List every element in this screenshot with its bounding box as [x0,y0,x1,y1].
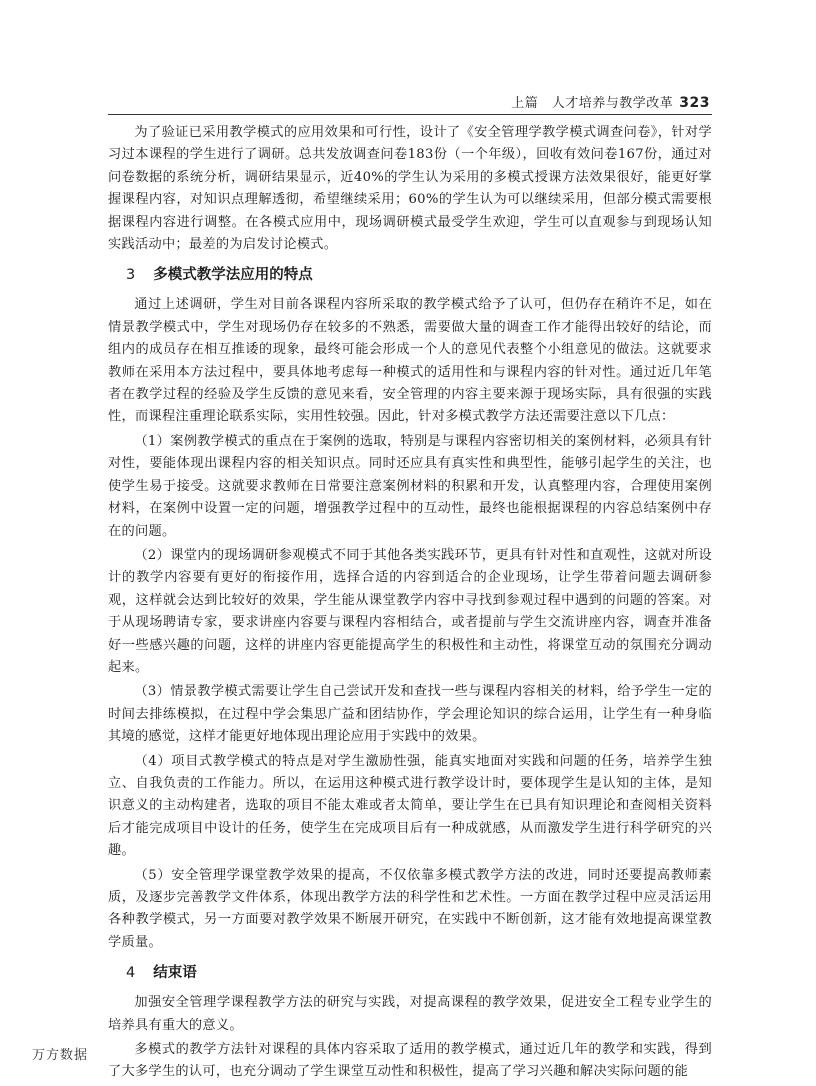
section-3-point-5: （5）安全管理学课堂教学效果的提高，不仅依靠多模式教学方法的改进，同时还要提高教师素质，及逐步完善教学文件体系，体现出教学方法的科学性和艺术性。一方面在教学过程中应灵活运用各种教学模式，另一方面要对教学效果不断展开研究，在实践中不断创新，这才能有效地提高课堂教学质量。 [108,867,712,950]
section-4-paragraph-1: 加强安全管理学课程教学方法的研究与实践，对提高课程的教学效果，促进安全工程专业学生的培养具有重大的意义。 [108,995,712,1033]
section-3-title: 多模式教学法应用的特点 [153,267,313,284]
header-divider [108,114,712,115]
section-3-number: 3 [126,267,136,284]
page-number: 323 [679,95,710,111]
running-header [511,92,710,111]
section-3-point-4: （4）项目式教学模式的特点是对学生激励性强，能真实地面对实践和问题的任务，培养学生独立、自我负责的工作能力。所以，在运用这种模式进行教学设计时，要体现学生是认知的主体，是知识意义的主动构建者，选取的项目不能太难或者太简单，要让学生在已具有知识理论和查阅相关资料后才能完成项目中设计的任务，使学生在完成项目后有一种成就感，从而激发学生进行科学研究的兴趣。 [108,753,712,859]
source-watermark: 万方数据 [32,1048,89,1063]
section-4-title: 结束语 [153,965,197,982]
section-3-point-1: （1）案例教学模式的重点在于案例的选取，特别是与课程内容密切相关的案例材料，必须具有针对性，要能体现出课程内容的相关知识点。同时还应具有真实性和典型性，能够引起学生的关注，也使学生易于接受。这就要求教师在日常要注意案例材料的积累和开发，认真整理内容，合理使用案例材料，在案例中设置一定的问题，增强教学过程中的互动性，最终也能根据课程的内容总结案例中存在的问题。 [108,433,712,539]
section-4-number: 4 [126,965,136,982]
section-3-point-3: （3）情景教学模式需要让学生自己尝试开发和查找一些与课程内容相关的材料，给予学生一定的时间去排练模拟，在过程中学会集思广益和团结协作，学会理论知识的综合运用，让学生有一种身临其境的感觉，这样才能更好地体现出理论应用于实践中的效果。 [108,684,712,745]
section-3-heading [108,264,712,286]
section-3-point-2: （2）课堂内的现场调研参观模式不同于其他各类实践环节，更具有针对性和直观性，这就对所设计的教学内容要有更好的衔接作用，选择合适的内容到适合的企业现场，让学生带着问题去调研参观，这样就会达到比较好的效果，学生能从课堂教学内容中寻找到参观过程中遇到的问题的答案。对于从现场聘请专家，要求讲座内容要与课程内容相结合，或者提前与学生交流讲座内容，调查并准备好一些感兴趣的问题，这样的讲座内容更能提高学生的积极性和主动性，将课堂互动的氛围充分调动起来。 [108,547,712,675]
section-3-intro-paragraph: 通过上述调研，学生对目前各课程内容所采取的教学模式给予了认可，但仍存在稍许不足，如在情景教学模式中，学生对现场仍存在较多的不熟悉，需要做大量的调查工作才能得出较好的结论，而组内的成员存在相互推诿的现象，最终可能会形成一个人的意见代表整个小组意见的做法。这就要求教师在采用本方法过程中，要具体地考虑每一种模式的适用性和与课程内容的针对性。通过近几年笔者在教学过程的经验及学生反馈的意见来看，安全管理的内容主要来源于现场实际，具有很强的实践性，而课程注重理论联系实际，实用性较强。因此，针对多模式教学方法还需要注意以下几点： [108,297,712,425]
document-body [108,122,712,1086]
section-4-paragraph-2: 多模式的教学方法针对课程的具体内容采取了适用的教学模式，通过近几年的教学和实践，得到了大多学生的认可，也充分调动了学生课堂互动性和积极性，提高了学习兴趣和解决实际问题的能 [108,1042,712,1080]
section-4-heading [108,962,712,984]
running-header-section: 上篇 人才培养与教学改革 [511,96,674,111]
intro-paragraph: 为了验证已采用教学模式的应用效果和可行性，设计了《安全管理学教学模式调查问卷》，针对学习过本课程的学生进行了调研。总共发放调查问卷183份（一个年级），回收有效问卷167份，通过对问卷数据的系统分析，调研结果显示，近40%的学生认为采用的多模式授课方法效果很好，能更好掌握课程内容，对知识点理解透彻，希望继续采用；60%的学生认为可以继续采用，但部分模式需要根据课程内容进行调整。在各模式应用中，现场调研模式最受学生欢迎，学生可以直观参与到现场认知实践活动中；最差的为启发讨论模式。 [108,125,712,253]
